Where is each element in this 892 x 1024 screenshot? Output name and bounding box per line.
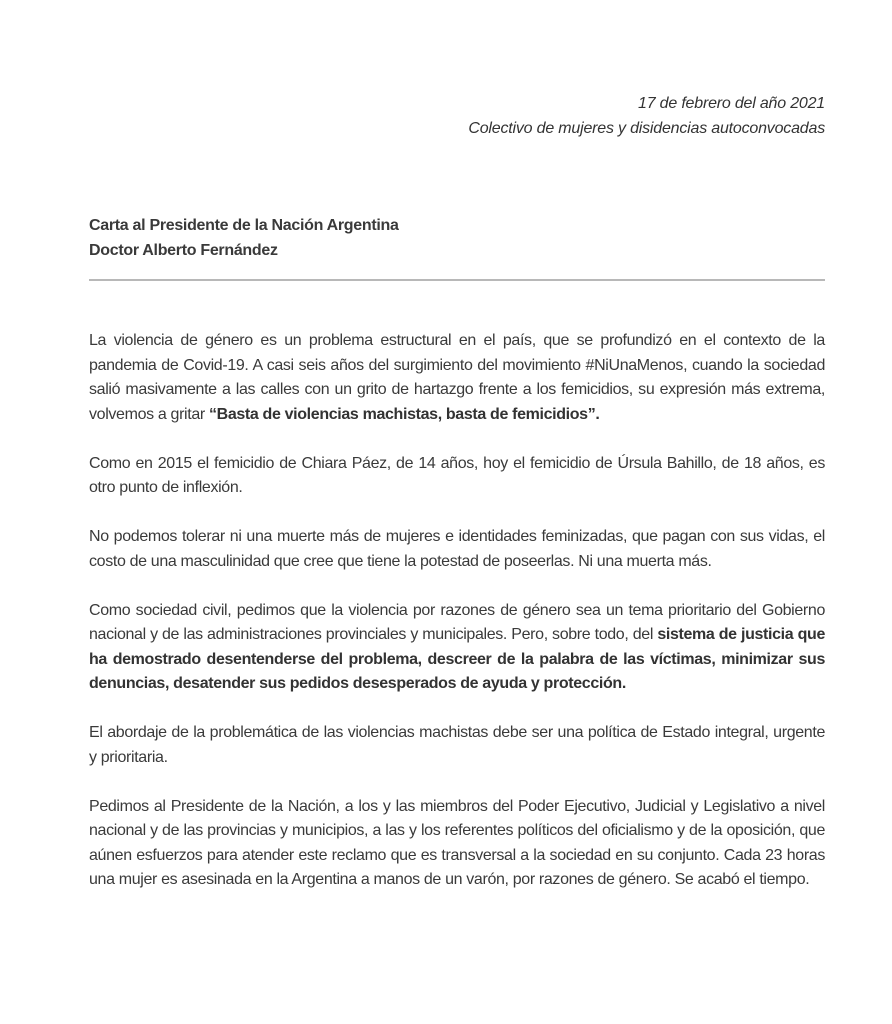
recipient-name: Doctor Alberto Fernández: [89, 242, 278, 259]
paragraph-1-bold: “Basta de violencias machistas, basta de femicidios”.: [208, 405, 600, 423]
paragraph-5: [89, 721, 825, 770]
paragraph-6: [89, 795, 825, 893]
paragraph-1-text: La violencia de género es un problema estructural en el país, que se profundizó en el contexto de la pandemia de Covid-19. A casi seis años del surgimiento del movimiento #NiUnaMenos, cuando la sociedad salió masivamente a las calles con un grito de hartazgo frente a los femicidios, su expresión más extrema, volvemos a gritar: [89, 332, 825, 423]
paragraph-4-text: Como sociedad civil, pedimos que la violencia por razones de género sea un tema prioritario del Gobierno nacional y de las administraciones provinciales y municipales. Pero, sobre todo, del: [89, 601, 825, 643]
paragraph-4-bold: sistema de justicia que ha demostrado desentenderse del problema, descreer de la palabra de las víctimas, minimizar sus denuncias, desatender sus pedidos desesperados de ayuda y protección.: [89, 626, 825, 692]
paragraph-2-text: Como en 2015 el femicidio de Chiara Páez, de 14 años, hoy el femicidio de Úrsula Bahillo, de 18 años, es otro punto de inflexión.: [89, 454, 825, 496]
paragraph-1: [89, 329, 825, 427]
letter-header: [468, 91, 825, 141]
paragraph-6-text: Pedimos al Presidente de la Nación, a los y las miembros del Poder Ejecutivo, Judicial y Legislativo a nivel nacional y de las provincias y municipios, a las y los referentes políticos del oficialismo y de la oposición, que aúnen esfuerzos para atender este reclamo que es transversal a la sociedad en su conjunto. Cada 23 horas una mujer es asesinada en la Argentina a manos de un varón, por razones de género. Se acabó el tiempo.: [89, 797, 825, 888]
paragraph-5-text: El abordaje de la problemática de las violencias machistas debe ser una política de Estado integral, urgente y prioritaria.: [89, 724, 825, 766]
paragraph-3-text: No podemos tolerar ni una muerte más de mujeres e identidades feminizadas, que pagan con sus vidas, el costo de una masculinidad que cree que tiene la potestad de poseerlas. Ni una muerta más.: [89, 528, 825, 570]
paragraph-3: [89, 525, 825, 574]
paragraph-4: [89, 599, 825, 697]
letter-date: 17 de febrero del año 2021: [638, 95, 825, 112]
letter-body: [89, 329, 825, 917]
recipient-block: [89, 213, 399, 263]
recipient-title: Carta al Presidente de la Nación Argentina: [89, 217, 399, 234]
letter-author: Colectivo de mujeres y disidencias autoconvocadas: [468, 120, 825, 137]
divider: [89, 279, 825, 281]
paragraph-2: [89, 452, 825, 501]
